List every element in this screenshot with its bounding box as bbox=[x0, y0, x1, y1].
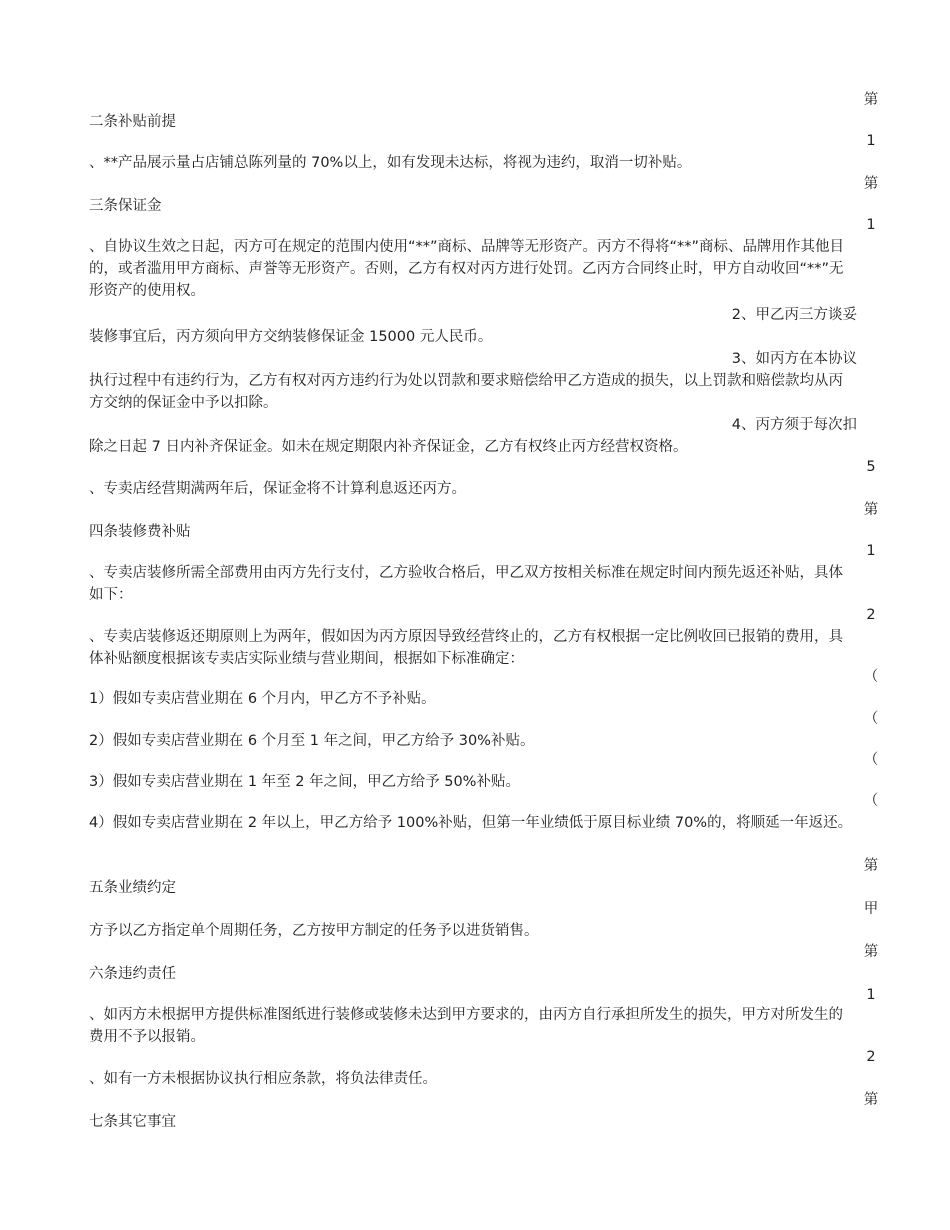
margin-mark: 第 bbox=[863, 1092, 879, 1108]
section-4-item-3: 3）假如专卖店营业期在 1 年至 2 年之间，甲乙方给予 50%补贴。 bbox=[89, 774, 520, 790]
section-3-paragraph-3-lead: 3、如丙方在本协议 bbox=[731, 351, 857, 367]
section-3-paragraph-2-lead: 2、甲乙丙三方谈妥 bbox=[731, 307, 857, 323]
section-4-item-2: 2）假如专卖店营业期在 6 个月至 1 年之间，甲乙方给予 30%补贴。 bbox=[89, 733, 535, 749]
section-2-heading: 二条补贴前提 bbox=[89, 114, 176, 130]
margin-mark: 第 bbox=[863, 92, 879, 108]
section-6-paragraph-2: 、如有一方未根据协议执行相应条款，将负法律责任。 bbox=[89, 1071, 437, 1087]
section-3-paragraph-5: 、专卖店经营期满两年后，保证金将不计算利息返还丙方。 bbox=[89, 481, 466, 497]
margin-mark: 5 bbox=[866, 459, 876, 475]
margin-mark: 1 bbox=[866, 987, 876, 1003]
margin-mark: （ bbox=[863, 752, 879, 768]
margin-mark: 甲 bbox=[863, 901, 879, 917]
section-6-paragraph-1: 、如丙方未根据甲方提供标准图纸进行装修或装修未达到甲方要求的，由丙方自行承担所发生的损失，甲方对所发生的费用不予以报销。 bbox=[89, 1007, 843, 1045]
margin-mark: （ bbox=[863, 669, 879, 685]
margin-mark: 1 bbox=[866, 133, 876, 149]
margin-mark: （ bbox=[863, 793, 879, 809]
section-4-item-1: 1）假如专卖店营业期在 6 个月内，甲乙方不予补贴。 bbox=[89, 691, 436, 707]
section-3-paragraph-3: 执行过程中有违约行为，乙方有权对丙方违约行为处以罚款和要求赔偿给甲乙方造成的损失，以上罚款和赔偿款均从丙方交纳的保证金中予以扣除。 bbox=[89, 373, 843, 411]
margin-mark: （ bbox=[863, 711, 879, 727]
margin-mark: 第 bbox=[863, 858, 879, 874]
margin-mark: 2 bbox=[866, 607, 876, 623]
section-4-item-4: 4）假如专卖店营业期在 2 年以上，甲乙方给予 100%补贴，但第一年业绩低于原目标业绩 70%的，将顺延一年返还。 bbox=[89, 815, 853, 831]
section-2-paragraph-1: 、**产品展示量占店铺总陈列量的 70%以上，如有发现未达标，将视为违约，取消一切补贴。 bbox=[89, 155, 692, 171]
section-3-heading: 三条保证金 bbox=[89, 198, 162, 214]
section-4-heading: 四条装修费补贴 bbox=[89, 524, 191, 540]
section-3-paragraph-4-lead: 4、丙方须于每次扣 bbox=[731, 417, 857, 433]
margin-mark: 2 bbox=[866, 1049, 876, 1065]
section-3-paragraph-4: 除之日起 7 日内补齐保证金。如未在规定期限内补齐保证金，乙方有权终止丙方经营权资格。 bbox=[89, 439, 688, 455]
section-6-heading: 六条违约责任 bbox=[89, 966, 176, 982]
margin-mark: 1 bbox=[866, 217, 876, 233]
section-7-heading: 七条其它事宜 bbox=[89, 1114, 176, 1130]
margin-mark: 1 bbox=[866, 543, 876, 559]
section-3-paragraph-1: 、自协议生效之日起，丙方可在规定的范围内使用“**”商标、品牌等无形资产。丙方不得将“**”商标、品牌用作其他目的，或者滥用甲方商标、声誉等无形资产。否则，乙方有权对丙方进行处罚。乙丙方合同终止时，甲方自动收回“**”无形资产的使用权。 bbox=[89, 239, 845, 299]
section-5-paragraph-1: 方予以乙方指定单个周期任务，乙方按甲方制定的任务予以进货销售。 bbox=[89, 923, 539, 939]
section-3-paragraph-2: 装修事宜后，丙方须向甲方交纳装修保证金 15000 元人民币。 bbox=[89, 329, 493, 345]
section-5-heading: 五条业绩约定 bbox=[89, 880, 176, 896]
margin-mark: 第 bbox=[863, 502, 879, 518]
section-4-paragraph-1: 、专卖店装修所需全部费用由丙方先行支付，乙方验收合格后，甲乙双方按相关标准在规定时间内预先返还补贴，具体如下： bbox=[89, 565, 843, 603]
margin-mark: 第 bbox=[863, 176, 879, 192]
margin-mark: 第 bbox=[863, 944, 879, 960]
section-4-paragraph-2: 、专卖店装修返还期原则上为两年，假如因为丙方原因导致经营终止的，乙方有权根据一定比例收回已报销的费用，具体补贴额度根据该专卖店实际业绩与营业期间，根据如下标准确定： bbox=[89, 629, 843, 667]
